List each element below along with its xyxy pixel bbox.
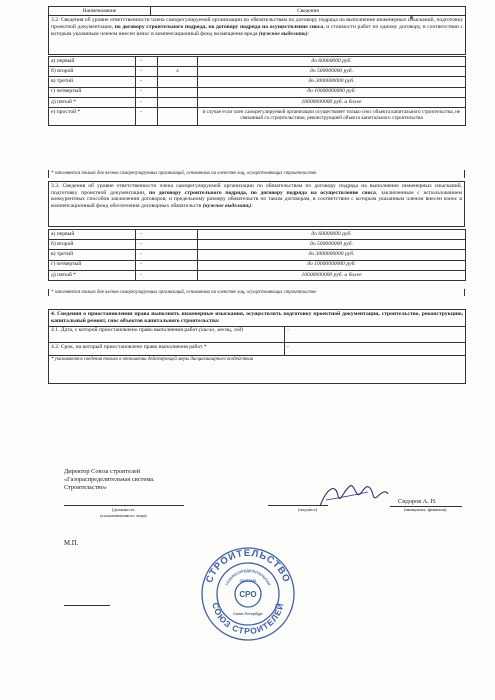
level-row-3-3 [49, 230, 466, 240]
section-3-2-text-c: , и стоимости работ по одному договору, в соответствии с которым указанным членом внесен взнос в компенсационный фонд возмещения вреда [51, 23, 464, 37]
level-dash: - [136, 260, 198, 270]
level-label: г) четвертый [49, 87, 136, 97]
level-description: до 3000000000 руб. [198, 250, 466, 260]
organization-seal [200, 546, 296, 642]
section-3-3-text-b: по договору строительного подряда, по договору подряда на осуществление сноса [149, 189, 376, 196]
section-3-2-text-b: по договору строительного подряда, по договору подряда на осуществление сноса [114, 23, 324, 30]
level-description: до 10000000000 руб. [198, 87, 466, 97]
signatory-name: Сидоров А. Н. [398, 498, 437, 505]
section-3-3-text-e: : [251, 203, 253, 210]
section-3-2-text-d: (нужное выделить) [258, 30, 308, 37]
seal-top-text: СТРОИТЕЛЬСТВО [203, 547, 293, 585]
level-mark: х [158, 67, 198, 77]
header-info: Сведения [151, 7, 466, 16]
level-label: б) второй [49, 240, 136, 250]
level-mark [158, 107, 198, 125]
level-label: в) третий [49, 77, 136, 87]
level-row-3-2 [49, 97, 466, 107]
seal-bottom-text: СОЮЗ СТРОИТЕЛЕЙ [210, 601, 286, 637]
position-caption-1: (должность [112, 507, 135, 512]
level-row-3-2 [49, 67, 466, 77]
level-description: до 10000000000 руб. [198, 260, 466, 270]
section-3-3-note-table [48, 289, 465, 296]
level-description: до 500000000 руб. [198, 240, 466, 250]
signature-caption: (подпись) [298, 507, 318, 512]
level-description: 10000000000 руб. и более [198, 270, 466, 280]
section-4-1-hint: (число, месяц, год) [199, 327, 244, 334]
seal-inner-text: ГАЗОРАСПРЕДЕЛИТЕЛЬНАЯ [224, 568, 272, 587]
level-row-3-2 [49, 107, 466, 125]
section-3-2-text-e: : [307, 30, 310, 37]
level-dash: - [136, 87, 158, 97]
level-row-3-3 [49, 250, 466, 260]
section-4-2-label: 4.2. Срок, на который приостановлено право выполнения работ * [49, 343, 285, 356]
level-label: д) пятый * [49, 97, 136, 107]
level-dash: - [136, 250, 198, 260]
header-name: Наименование [49, 7, 151, 16]
level-label: е) простой * [49, 107, 136, 125]
level-row-3-3 [49, 270, 466, 280]
seal-inner-mid: СИСТЕМА [239, 579, 257, 583]
signatory-line-3: Строительство» [64, 483, 107, 491]
section-3-3-text-d: (нужное выделить) [202, 203, 252, 210]
section-3-3-text-c: , заключенным с использованием конкурентных способов заключения договоров, и предельному размеру обязательств по таким договорам, в соответствии с которым указанным членом внесен взнос в компенсационный фонд обеспечения договорных обязательств [51, 189, 463, 210]
section-3-2-note-table [48, 170, 465, 178]
level-dash: - [136, 77, 158, 87]
seal-center-text: СРО [239, 590, 257, 599]
level-mark [158, 97, 198, 107]
section-3-3-text-a: 3.3. Сведения об уровне ответственности члена саморегулируемой организации по обязательствам по договору подряда на выполнение инженерных изысканий, подготовку проектной документации, [51, 182, 462, 196]
table-header-row [49, 7, 466, 16]
level-dash: - [136, 107, 158, 125]
level-dash: - [136, 97, 158, 107]
level-label: в) третий [49, 250, 136, 260]
level-dash: - [136, 57, 158, 67]
section-3-3-table [48, 181, 465, 227]
section-4-2-value: - [285, 343, 466, 356]
level-label: д) пятый * [49, 270, 136, 280]
level-label: а) первый [49, 230, 136, 240]
section-4-note: * указываются сведения только в отношении действующей меры дисциплинарного воздействия [49, 355, 285, 384]
level-row-3-3 [49, 240, 466, 250]
section-4-title: 4. Сведения о приостановлении права выполнять инженерные изыскания, осуществлять подготовку проектной документации, строительство, реконструкцию, капитальный ремонт, снос объектов капитального строительства: [49, 310, 466, 327]
signatory-org [64, 468, 155, 492]
section-4-1-label [49, 326, 285, 343]
svg-text:ГАЗОРАСПРЕДЕЛИТЕЛЬНАЯ [225, 569, 271, 587]
section-3-2-levels [48, 56, 466, 126]
level-row-3-2 [49, 57, 466, 67]
signatory-line-2: «Газораспределительная система. [64, 475, 155, 483]
level-description: до 60000000 руб. [198, 230, 466, 240]
level-description: до 60000000 руб. [198, 57, 466, 67]
level-dash: - [136, 270, 198, 280]
level-dash: - [136, 240, 198, 250]
position-caption [100, 507, 147, 518]
signatory-line-1: Директор Союза строителей [64, 468, 141, 475]
section-3-2-text [49, 16, 466, 55]
level-description: до 500000000 руб. [198, 67, 466, 77]
position-underline [64, 505, 184, 506]
level-dash: - [136, 67, 158, 77]
section-3-3-levels [48, 229, 466, 281]
level-mark [158, 87, 198, 97]
level-label: г) четвертый [49, 260, 136, 270]
section-4-1-label-text: 4.1. Дата, с которой приостановлено право выполнения работ [51, 327, 200, 334]
level-description: до 3000000000 руб. [198, 77, 466, 87]
seal-city-text: Санкт-Петербург [233, 612, 263, 616]
section-3-3-text [49, 182, 465, 227]
handwritten-signature [316, 480, 390, 512]
bottom-underline [64, 605, 110, 606]
level-description: 10000000000 руб. и более [198, 97, 466, 107]
level-dash: - [136, 230, 198, 240]
section-3-3-note: * заполняется только для членов саморегулируемых организаций, основанных на членстве лиц, осуществляющих строительство [49, 289, 465, 296]
position-caption-2: уполномоченного лица) [100, 512, 147, 518]
level-label: а) первый [49, 57, 136, 67]
section-3-2-note: * заполняется только для членов саморегулируемых организаций, основанных на членстве лиц, осуществляющих строительство [49, 170, 465, 178]
section-3-2-text-a: 3.2. Сведения об уровне ответственности члена саморегулируемой организации по обязательствам по договору подряда на выполнение инженерных изысканий, подготовку проектной документации, [51, 16, 464, 30]
level-row-3-2 [49, 77, 466, 87]
level-mark [158, 77, 198, 87]
level-label: б) второй [49, 67, 136, 77]
membership-level-table [48, 6, 466, 55]
name-caption: (инициалы, фамилия) [404, 507, 447, 512]
suspension-table [48, 309, 466, 384]
level-mark [158, 57, 198, 67]
stamp-place-mark: М.П. [64, 540, 79, 547]
level-description: в случае если член саморегулируемой организации осуществляет только снос объекта капитального строительства, не связанный со строительством, реконструкцией объекта капитального строительства [198, 107, 466, 125]
level-row-3-2 [49, 87, 466, 97]
section-4-1-value: - [285, 326, 466, 343]
level-row-3-3 [49, 260, 466, 270]
